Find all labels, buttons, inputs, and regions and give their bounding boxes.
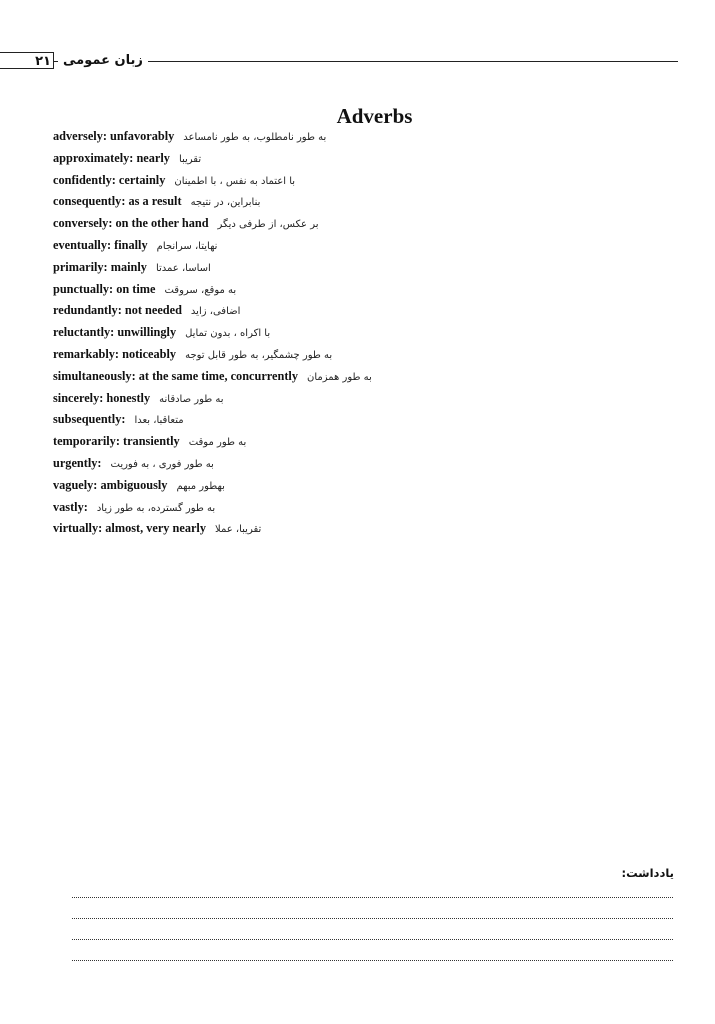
page-title: Adverbs (336, 104, 413, 128)
vocabulary-entry (53, 412, 372, 434)
entry-english: redundantly: not needed (53, 303, 182, 318)
entry-persian: بهطور مبهم (176, 480, 225, 492)
entry-english: punctually: on time (53, 281, 156, 296)
entry-persian: اساسا، عمدتا (155, 262, 211, 274)
vocabulary-entry (53, 303, 372, 325)
entry-english: virtually: almost, very nearly (53, 521, 206, 536)
entry-persian: به طور نامطلوب، به طور نامساعد (183, 132, 327, 143)
notes-dotted-line (72, 897, 673, 898)
entry-english: conversely: on the other hand (53, 216, 209, 231)
vocabulary-list (53, 129, 372, 543)
vocabulary-entry (53, 151, 372, 173)
entry-persian: به طور همزمان (307, 371, 372, 383)
entry-english: temporarily: transiently (53, 434, 180, 449)
page-number: ۲۱ (0, 52, 54, 69)
entry-english: urgently: (53, 455, 102, 470)
notes-dotted-line (72, 918, 673, 919)
entry-persian: تقریبا، عملا (215, 524, 262, 536)
entry-persian: بر عکس، از طرفی دیگر (217, 219, 319, 231)
vocabulary-entry (53, 260, 372, 282)
entry-persian: به طور گسترده، به طور زیاد (96, 502, 216, 514)
vocabulary-entry (53, 325, 372, 347)
entry-english: subsequently: (53, 412, 126, 427)
vocabulary-entry (53, 478, 372, 500)
entry-persian: با اکراه ، بدون تمایل (185, 328, 271, 340)
vocabulary-entry (53, 238, 372, 260)
header-section-title: زبان عمومی (58, 52, 148, 69)
entry-english: vaguely: ambiguously (53, 477, 168, 492)
entry-persian: بنابراین، در نتیجه (190, 197, 261, 209)
entry-english: confidently: certainly (53, 172, 166, 187)
entry-english: primarily: mainly (53, 259, 147, 274)
entry-persian: تقریبا (178, 153, 202, 165)
entry-english: vastly: (53, 499, 88, 514)
entry-english: eventually: finally (53, 237, 148, 252)
vocabulary-entry (53, 456, 372, 478)
entry-persian: نهایتا، سرانجام (156, 240, 218, 252)
entry-english: remarkably: noticeably (53, 346, 177, 361)
entry-english: simultaneously: at the same time, concurrently (53, 368, 298, 383)
entry-english: adversely: unfavorably (53, 129, 175, 143)
vocabulary-entry (53, 129, 372, 151)
entry-english: sincerely: honestly (53, 390, 151, 405)
vocabulary-entry (53, 500, 372, 522)
entry-persian: با اعتماد به نفس ، با اطمینان (174, 175, 296, 187)
vocabulary-entry (53, 369, 372, 391)
entry-persian: متعاقبا، بعدا (134, 415, 184, 427)
entry-english: reluctantly: unwillingly (53, 325, 177, 340)
vocabulary-entry (53, 347, 372, 369)
entry-persian: به طور چشمگیر، به طور قابل توجه (185, 349, 333, 361)
vocabulary-entry (53, 282, 372, 304)
entry-english: consequently: as a result (53, 194, 182, 209)
entry-persian: به موقع، سروقت (164, 284, 237, 296)
entry-persian: به طور فوری ، به فوریت (110, 458, 214, 470)
vocabulary-entry (53, 521, 372, 543)
entry-persian: اضافی، زاید (190, 306, 241, 318)
vocabulary-entry (53, 391, 372, 413)
entry-english: approximately: nearly (53, 150, 170, 165)
notes-label: یادداشت: (621, 866, 674, 880)
vocabulary-entry (53, 216, 372, 238)
vocabulary-entry (53, 173, 372, 195)
notes-dotted-line (72, 960, 673, 961)
vocabulary-entry (53, 194, 372, 216)
vocabulary-entry (53, 434, 372, 456)
entry-persian: به طور صادقانه (159, 393, 224, 405)
entry-persian: به طور موقت (188, 437, 247, 449)
notes-dotted-line (72, 939, 673, 940)
